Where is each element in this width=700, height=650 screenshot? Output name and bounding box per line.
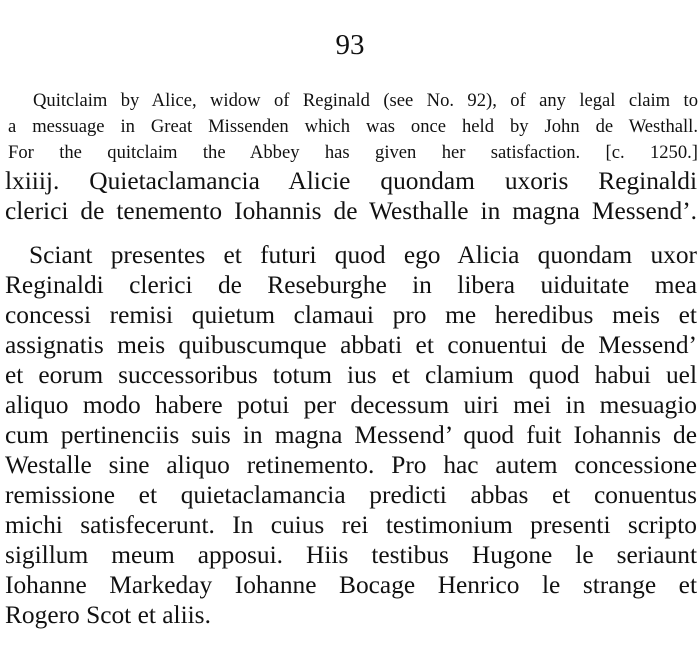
summary-line: Quitclaim by Alice, widow of Reginald (see No. 92), of any legal claim to bbox=[33, 90, 698, 111]
charter-heading bbox=[5, 166, 697, 226]
body-line: aliquo modo habere potui per decessum uiri mei in mesuagio bbox=[5, 391, 697, 419]
summary-line: a messuage in Great Missenden which was once held by John de Westhall. bbox=[8, 116, 698, 137]
body-line: concessi remisi quietum clamaui pro me heredibus meis et bbox=[5, 301, 697, 329]
body-line: Iohanne Markeday Iohanne Bocage Henrico le strange et bbox=[5, 571, 697, 599]
body-line: sigillum meum apposui. Hiis testibus Hugone le seriaunt bbox=[5, 541, 697, 569]
body-line: et eorum successoribus totum ius et clamium quod habui uel bbox=[5, 361, 697, 389]
page-number: 93 bbox=[335, 29, 365, 61]
document-summary bbox=[8, 88, 698, 166]
body-line: cum pertinenciis suis in magna Messend’ quod fuit Iohannis de bbox=[5, 421, 697, 449]
body-line: Rogero Scot et aliis. bbox=[5, 601, 211, 629]
summary-line: For the quitclaim the Abbey has given her satisfaction. [c. 1250.] bbox=[8, 142, 698, 163]
charter-text bbox=[5, 240, 697, 630]
body-line: assignatis meis quibuscumque abbati et conuentui de Messend’ bbox=[5, 331, 697, 359]
heading-line: lxiiij. Quietaclamancia Alicie quondam uxoris Reginaldi bbox=[5, 167, 697, 195]
body-line: michi satisfecerunt. In cuius rei testimonium presenti scripto bbox=[5, 511, 697, 539]
body-line: Reginaldi clerici de Reseburghe in libera uiduitate mea bbox=[5, 271, 697, 299]
body-line: remissione et quietaclamancia predicti abbas et conuentus bbox=[5, 481, 697, 509]
body-line: Sciant presentes et futuri quod ego Alicia quondam uxor bbox=[29, 241, 697, 269]
heading-line: clerici de tenemento Iohannis de Westhalle in magna Messend’. bbox=[5, 197, 697, 225]
body-line: Westalle sine aliquo retinemento. Pro hac autem concessione bbox=[5, 451, 697, 479]
